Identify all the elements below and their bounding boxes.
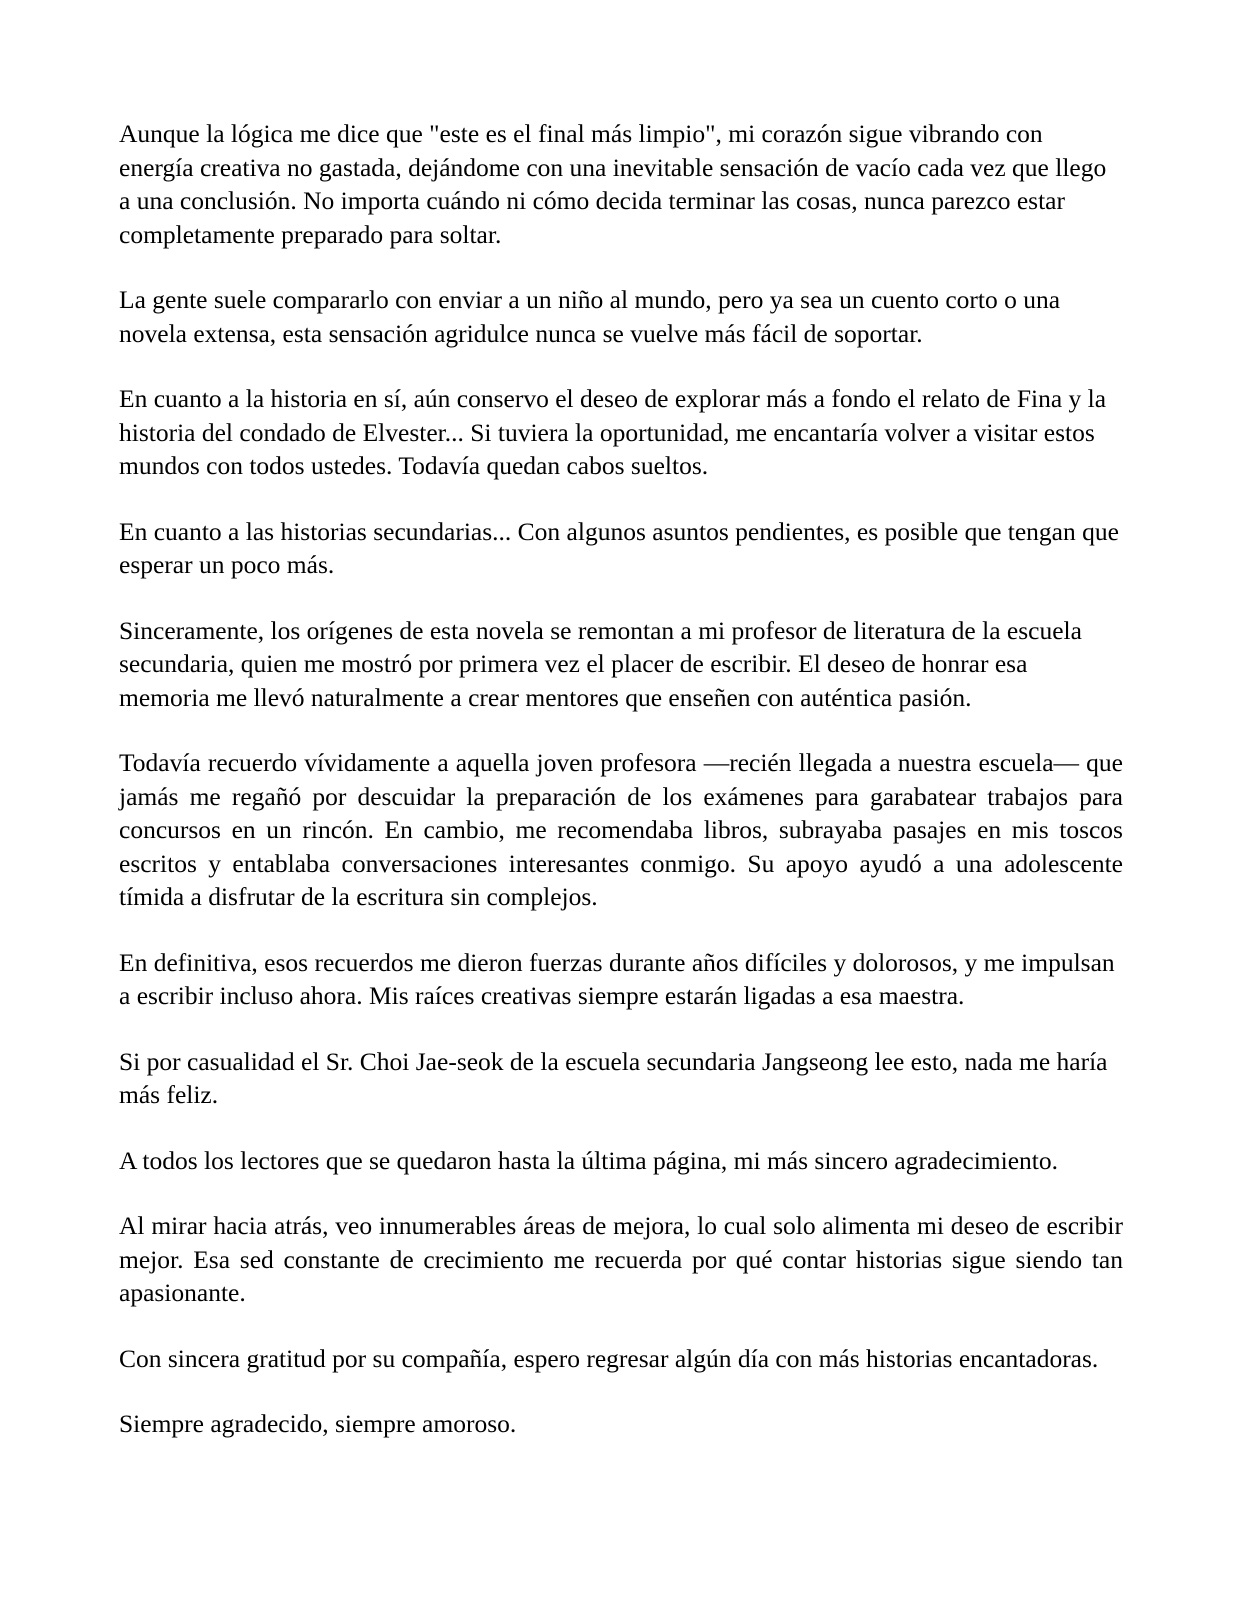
- paragraph-4: En cuanto a las historias secundarias... Con algunos asuntos pendientes, es posible que tengan que esperar un poco más.: [119, 516, 1119, 579]
- paragraph-8: Si por casualidad el Sr. Choi Jae-seok de la escuela secundaria Jangseong lee esto, nada me haría más feliz.: [119, 1046, 1108, 1109]
- paragraph-12: Siempre agradecido, siempre amoroso.: [119, 1409, 517, 1438]
- paragraph-6: Todavía recuerdo vívidamente a aquella joven profesora —recién llegada a nuestra escuela— que jamás me regañó por descuidar la preparación de los exámenes para garabatear trabajos para concursos en un rincón. En cambio, me recomendaba libros, subrayaba pasajes en mis toscos escritos y entablaba conversaciones interesantes conmigo. Su apoyo ayudó a una adolescente tímida a disfrutar de la escritura sin complejos.: [119, 748, 1123, 911]
- paragraph-11: Con sincera gratitud por su compañía, espero regresar algún día con más historias encantadoras.: [119, 1343, 1099, 1373]
- paragraph-3: En cuanto a la historia en sí, aún conservo el deseo de explorar más a fondo el relato de Fina y la historia del condado de Elvester... Si tuviera la oportunidad, me encantaría volver a visitar estos mundos con todos ustedes. Todavía quedan cabos sueltos.: [119, 384, 1107, 480]
- paragraph-7: En definitiva, esos recuerdos me dieron fuerzas durante años difíciles y dolorosos, y me impulsan a escribir incluso ahora. Mis raíces creativas siempre estarán ligadas a esa maestra.: [119, 947, 1115, 1010]
- paragraph-10: Al mirar hacia atrás, veo innumerables áreas de mejora, lo cual solo alimenta mi deseo de escribir mejor. Esa sed constante de crecimiento me recuerda por qué contar historias sigue siendo tan apasionante.: [119, 1211, 1123, 1307]
- paragraph-2: La gente suele compararlo con enviar a un niño al mundo, pero ya sea un cuento corto o una novela extensa, esta sensación agridulce nunca se vuelve más fácil de soportar.: [119, 285, 1061, 348]
- paragraph-9: A todos los lectores que se quedaron hasta la última página, mi más sincero agradecimiento.: [119, 1145, 1058, 1175]
- paragraph-5: Sinceramente, los orígenes de esta novela se remontan a mi profesor de literatura de la escuela secundaria, quien me mostró por primera vez el placer de escribir. El deseo de honrar esa memoria me llevó naturalmente a crear mentores que enseñen con auténtica pasión.: [119, 615, 1082, 712]
- paragraph-1: Aunque la lógica me dice que "este es el final más limpio", mi corazón sigue vibrando con energía creativa no gastada, dejándome con una inevitable sensación de vacío cada vez que llego a una conclusión. No importa cuándo ni cómo decida terminar las cosas, nunca parezco estar completamente preparado para soltar.: [119, 119, 1107, 249]
- document-body: [119, 117, 1123, 1473]
